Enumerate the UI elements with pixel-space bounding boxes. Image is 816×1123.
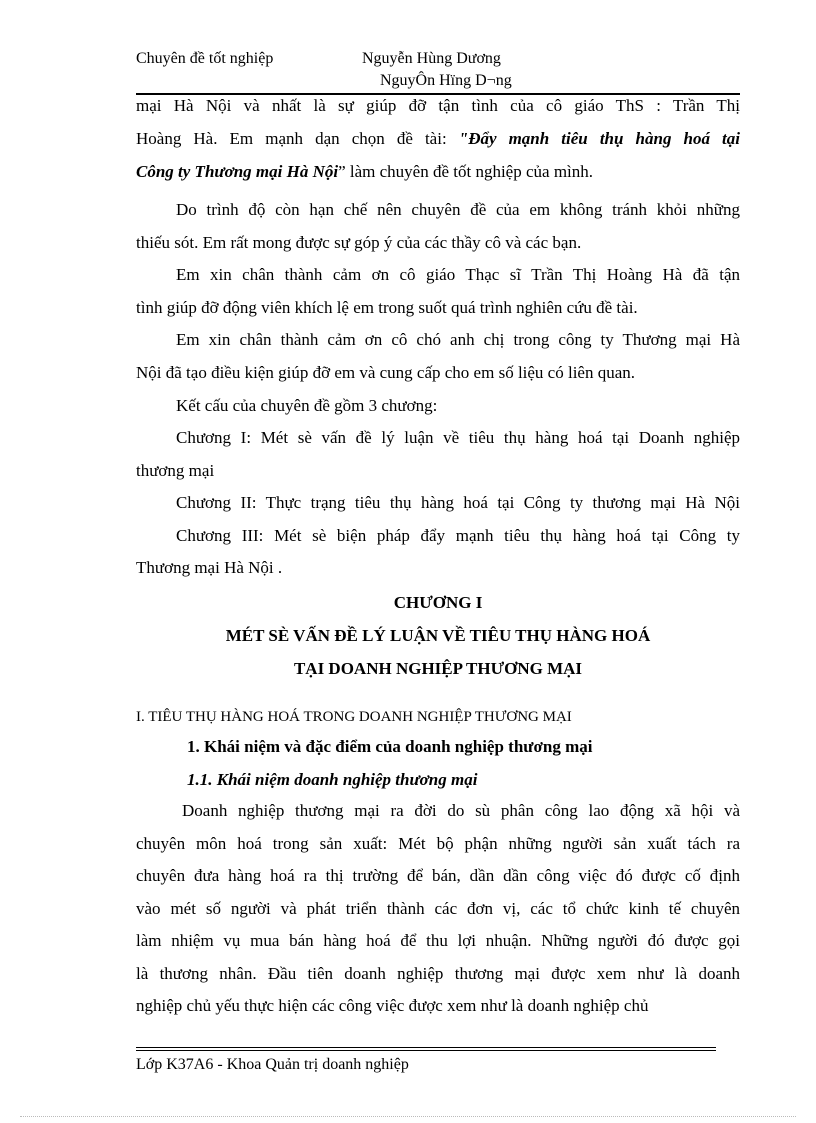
para2-line-2: thiếu sót. Em rất mong được sự góp ý của các thầy cô và các bạn.	[136, 233, 582, 252]
footer-rule-bottom	[136, 1050, 716, 1051]
intro-line-2	[136, 129, 740, 149]
header-rule	[136, 93, 740, 95]
chapter-label: CHƯƠNG I	[393, 593, 483, 612]
header-author: Nguyễn Hùng Dương	[362, 50, 501, 67]
para3-line-1: Em xin chân thành cảm ơn cô giáo Thạc sĩ Trần Thị Hoàng Hà đã tận	[176, 265, 740, 284]
topic-title-part1: "Đẩy mạnh tiêu thụ hàng hoá tại	[458, 129, 740, 148]
structure-intro: Kết cấu của chuyên đề gồm 3 chương:	[176, 396, 438, 415]
chapter3-line-2: Thương mại Hà Nội .	[136, 558, 283, 577]
intro-line-1: mại Hà Nội và nhất là sự giúp đỡ tận tình của cô giáo ThS : Trần Thị	[136, 96, 740, 115]
chapter1-line-2: thương mại	[136, 461, 215, 480]
chapter1-line-1: Chương I: Mét sè vấn đề lý luận về tiêu thụ hàng hoá tại Doanh nghiệp	[176, 428, 740, 447]
body-line-2: chuyên môn hoá trong sản xuất: Mét bộ phận những người sản xuất tách ra	[136, 834, 740, 853]
footer-text: Lớp K37A6 - Khoa Quản trị doanh nghiệp	[136, 1056, 409, 1073]
intro-line-3-text: ” làm chuyên đề tốt nghiệp của mình.	[338, 162, 594, 181]
chapter-title-line-2: TẠI DOANH NGHIỆP THƯƠNG MẠI	[293, 659, 583, 678]
body-line-7: nghiệp chủ yếu thực hiện các công việc được xem như là doanh nghiệp chủ	[136, 996, 649, 1015]
body-line-4: vào mét số người và phát triển thành các đơn vị, các tổ chức kinh tế chuyên	[136, 899, 740, 918]
subsubsection-heading: 1.1. Khái niệm doanh nghiệp thương mại	[187, 770, 478, 789]
header-author-legacy: NguyÔn Hïng D¬ng	[380, 72, 512, 89]
intro-line-2-text: Hoàng Hà. Em mạnh dạn chọn đề tài:	[136, 129, 459, 148]
para4-line-1: Em xin chân thành cảm ơn cô chó anh chị trong công ty Thương mại Hà	[176, 330, 740, 349]
chapter-title-line-1: MÉT SÈ VẤN ĐỀ LÝ LUẬN VỀ TIÊU THỤ HÀNG HOÁ	[225, 626, 651, 645]
subsection-heading: 1. Khái niệm và đặc điểm của doanh nghiệp thương mại	[187, 737, 593, 756]
header-left: Chuyên đề tốt nghiệp	[136, 50, 274, 67]
topic-title-part2: Công ty Thương mại Hà Nội	[136, 162, 339, 181]
footer-rule-top	[136, 1047, 716, 1048]
page-boundary	[20, 1116, 796, 1117]
chapter3-line-1: Chương III: Mét sè biện pháp đẩy mạnh tiêu thụ hàng hoá tại Công ty	[176, 526, 740, 545]
body-line-6: là thương nhân. Đầu tiên doanh nghiệp thương mại được xem như là doanh	[136, 964, 740, 983]
chapter2-line: Chương II: Thực trạng tiêu thụ hàng hoá tại Công ty thương mại Hà Nội	[176, 493, 740, 512]
para3-line-2: tình giúp đỡ động viên khích lệ em trong suốt quá trình nghiên cứu đề tài.	[136, 298, 638, 317]
body-line-3: chuyên đưa hàng hoá ra thị trường để bán, dần dần công việc đó được cố định	[136, 866, 740, 885]
intro-line-3	[136, 162, 740, 182]
section-heading: I. TIÊU THỤ HÀNG HOÁ TRONG DOANH NGHIỆP THƯƠNG MẠI	[136, 709, 572, 725]
body-line-1: Doanh nghiệp thương mại ra đời do sù phân công lao động xã hội và	[182, 801, 740, 820]
para2-line-1: Do trình độ còn hạn chế nên chuyên đề của em không tránh khỏi những	[176, 200, 740, 219]
body-line-5: làm nhiệm vụ mua bán hàng hoá để thu lợi nhuận. Những người đó được gọi	[136, 931, 740, 950]
para4-line-2: Nội đã tạo điều kiện giúp đỡ em và cung cấp cho em số liệu có liên quan.	[136, 363, 636, 382]
